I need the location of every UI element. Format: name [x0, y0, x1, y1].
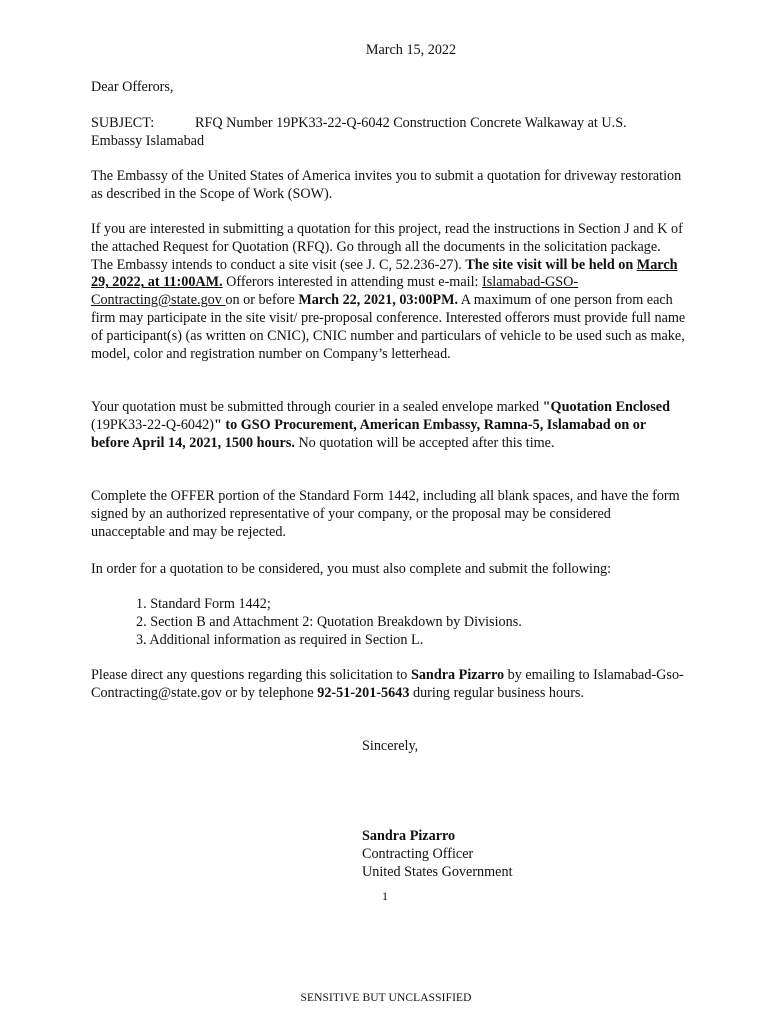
list-item: 1. Standard Form 1442; [136, 596, 271, 612]
submission-bold-1: "Quotation Enclosed [542, 399, 670, 415]
list-item: 3. Additional information as required in Section L. [136, 631, 424, 648]
submission-paragraph [91, 399, 686, 452]
site-visit-text-4: A maximum of one person from each firm may participate in the site visit/ pre-proposal conference. Interested offerors must provide full name of participant(s) (as written on CNIC), CNIC number and particulars of vehicle to be used such as make, model, color and registration number on Company’s letterhead. [91, 292, 686, 362]
contact-text-1: Please direct any questions regarding this solicitation to [91, 667, 411, 683]
site-visit-text-3: on or before [225, 292, 299, 309]
submission-bold-2: " to GSO Procurement, American Embassy, Ramna-5, Islamabad on or before April 14, 2021, 1500 hours. [91, 416, 646, 451]
letter-date: March 15, 2022 [365, 42, 457, 58]
contracting-email-link[interactable]: Islamabad-GSO-Contracting@state.gov [91, 274, 579, 309]
page-number: 1 [382, 889, 388, 903]
site-visit-bold: The site visit will be held on [465, 256, 637, 273]
contact-phone: 92-51-201-5643 [317, 684, 410, 701]
signature-block [362, 828, 513, 881]
subject-label: SUBJECT: [91, 115, 155, 131]
list-item: 2. Section B and Attachment 2: Quotation Breakdown by Divisions. [136, 613, 522, 630]
signer-organization: United States Government [362, 863, 513, 880]
submission-text-2: No quotation will be accepted after this time. [294, 434, 555, 451]
salutation: Dear Offerors, [91, 79, 174, 95]
offer-paragraph: Complete the OFFER portion of the Standard Form 1442, including all blank spaces, and have the form signed by an authorized representative of your company, or the proposal may be considered unacceptable and may be rejected. [91, 488, 680, 540]
contact-paragraph [91, 667, 686, 703]
submission-text-1: Your quotation must be submitted through courier in a sealed envelope marked [91, 399, 543, 415]
site-visit-date: March 29, 2022, at 11:00AM. [91, 256, 678, 291]
requirements-list [136, 596, 522, 649]
closing: Sincerely, [362, 738, 419, 754]
signer-title: Contracting Officer [362, 845, 474, 862]
letter-page [91, 0, 691, 1024]
submission-rfq-number: (19PK33-22-Q-6042) [91, 416, 214, 433]
intro-paragraph: The Embassy of the United States of America invites you to submit a quotation for driveway restoration as described in the Scope of Work (SOW). [91, 168, 682, 202]
classification-footer: SENSITIVE BUT UNCLASSIFIED [300, 992, 472, 1004]
contact-text-3: during regular business hours. [409, 684, 584, 701]
registration-deadline: March 22, 2021, 03:00PM. [298, 292, 459, 309]
contact-text-2: by emailing to Islamabad-Gso-Contracting@state.gov or by telephone [91, 667, 684, 701]
signer-name: Sandra Pizarro [362, 828, 456, 844]
site-visit-paragraph [91, 221, 686, 363]
subject-text: RFQ Number 19PK33-22-Q-6042 Construction Concrete Walkaway at U.S. Embassy Islamabad [91, 115, 627, 149]
subject-line [91, 115, 681, 151]
requirements-paragraph: In order for a quotation to be considered, you must also complete and submit the following: [91, 561, 612, 577]
site-visit-text-2: Offerors interested in attending must e-mail: [222, 274, 483, 291]
site-visit-text-1: If you are interested in submitting a quotation for this project, read the instructions in Section J and K of the attached Request for Quotation (RFQ). Go through all the documents in the solicitation package. The Embassy intends to conduct a site visit (see J. C, 52.236-27). [91, 221, 683, 273]
contact-name: Sandra Pizarro [410, 667, 505, 683]
